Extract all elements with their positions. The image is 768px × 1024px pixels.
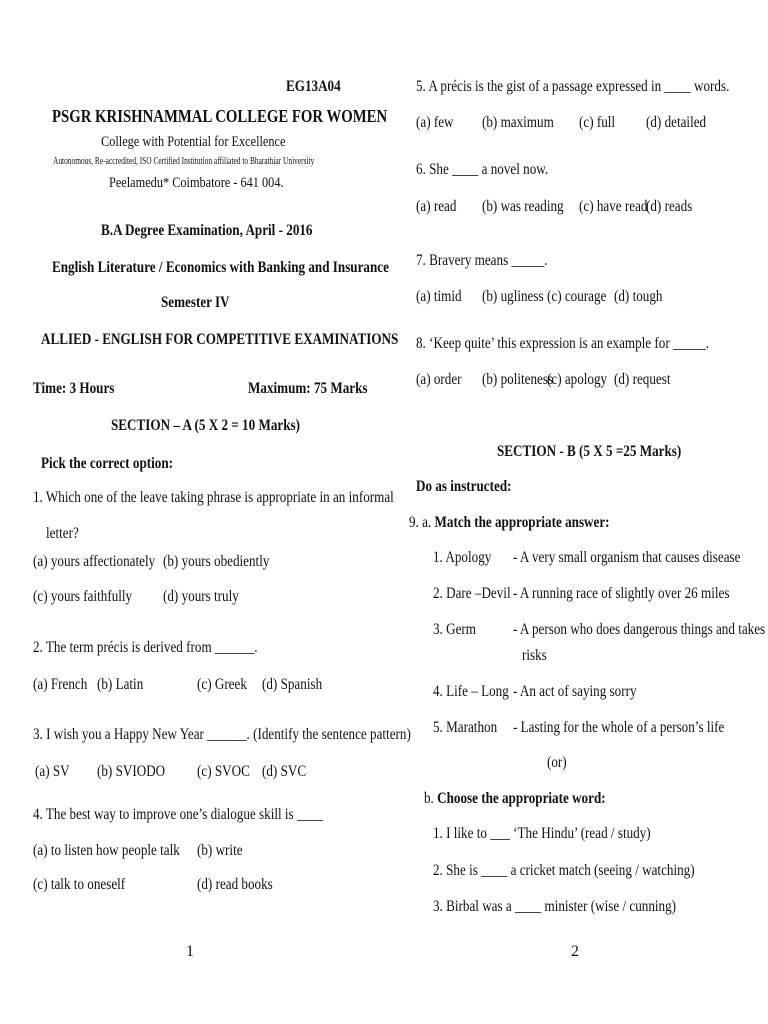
match-definition: - An act of saying sorry [513, 683, 637, 700]
option: (c) talk to oneself [33, 876, 126, 893]
option: (a) read [416, 198, 457, 215]
match-term: 5. Marathon [433, 719, 498, 736]
section-b-instruction: Do as instructed: [416, 478, 512, 495]
question-9b: b. Choose the appropriate word: [424, 790, 606, 807]
college-name: PSGR KRISHNAMMAL COLLEGE FOR WOMEN [52, 106, 388, 126]
question-1: 1. Which one of the leave taking phrase is appropriate in an informal [33, 489, 394, 506]
option: (d) reads [646, 198, 693, 215]
option: (c) yours faithfully [33, 588, 133, 605]
match-term: 4. Life – Long [433, 683, 509, 700]
question-6: 6. She ____ a novel now. [416, 161, 549, 178]
option: (d) SVC [262, 763, 307, 780]
option: (d) detailed [646, 114, 707, 131]
question-1-cont: letter? [46, 525, 79, 542]
question-3: 3. I wish you a Happy New Year ______. (Identify the sentence pattern) [33, 726, 411, 743]
option: (a) order [416, 371, 462, 388]
option: (a) yours affectionately [33, 553, 156, 570]
option: (a) few [416, 114, 454, 131]
section-b-heading: SECTION - B (5 X 5 =25 Marks) [497, 443, 682, 460]
match-term: 1. Apology [433, 549, 492, 566]
option: (b) Latin [97, 676, 144, 693]
max-marks: Maximum: 75 Marks [248, 380, 368, 397]
word-choice-item: 2. She is ____ a cricket match (seeing / watching) [433, 862, 695, 879]
paper-code: EG13A04 [286, 78, 341, 95]
or-separator: (or) [547, 754, 567, 771]
question-2: 2. The term précis is derived from ______. [33, 639, 258, 656]
match-term: 3. Germ [433, 621, 476, 638]
semester: Semester IV [161, 294, 230, 311]
match-definition: - A person who does dangerous things and takes [513, 621, 766, 638]
option: (a) timid [416, 288, 462, 305]
option: (d) Spanish [262, 676, 323, 693]
option: (a) to listen how people talk [33, 842, 180, 859]
option: (d) request [614, 371, 671, 388]
option: (c) have read [579, 198, 648, 215]
option: (b) yours obediently [163, 553, 270, 570]
question-5: 5. A précis is the gist of a passage expressed in ____ words. [416, 78, 730, 95]
word-choice-item: 1. I like to ___ ‘The Hindu’ (read / study) [433, 825, 651, 842]
page-number: 1 [186, 943, 194, 960]
option: (b) maximum [482, 114, 554, 131]
match-definition: - A running race of slightly over 26 miles [513, 585, 730, 602]
option: (c) Greek [197, 676, 247, 693]
course-title: English Literature / Economics with Banking and Insurance [52, 259, 389, 276]
page-number: 2 [571, 943, 579, 960]
option: (b) was reading [482, 198, 564, 215]
option: (d) tough [614, 288, 663, 305]
option: (b) ugliness [482, 288, 544, 305]
option: (a) French [33, 676, 88, 693]
college-address: Peelamedu* Coimbatore - 641 004. [109, 175, 284, 191]
college-affiliation: Autonomous, Re-accredited, ISO Certified Institution affiliated to Bharathiar University [53, 156, 315, 167]
question-7: 7. Bravery means _____. [416, 252, 548, 269]
section-a-instruction: Pick the correct option: [41, 455, 174, 472]
option: (c) apology [547, 371, 608, 388]
word-choice-item: 3. Birbal was a ____ minister (wise / cunning) [433, 898, 677, 915]
question-8: 8. ‘Keep quite’ this expression is an example for _____. [416, 335, 710, 352]
match-definition-cont: risks [522, 647, 547, 664]
section-a-heading: SECTION – A (5 X 2 = 10 Marks) [111, 417, 300, 434]
match-definition: - A very small organism that causes disease [513, 549, 741, 566]
option: (d) read books [197, 876, 273, 893]
option: (a) SV [35, 763, 70, 780]
option: (c) full [579, 114, 616, 131]
option: (c) SVOC [197, 763, 250, 780]
match-definition: - Lasting for the whole of a person’s life [513, 719, 725, 736]
paper-title: ALLIED - ENGLISH FOR COMPETITIVE EXAMINATIONS [41, 331, 399, 348]
college-tagline: College with Potential for Excellence [101, 134, 286, 150]
match-term: 2. Dare –Devil [433, 585, 511, 602]
option: (b) write [197, 842, 243, 859]
exam-title: B.A Degree Examination, April - 2016 [101, 222, 313, 239]
option: (b) politeness [482, 371, 554, 388]
option: (c) courage [547, 288, 607, 305]
question-4: 4. The best way to improve one’s dialogue skill is ____ [33, 806, 324, 823]
exam-time: Time: 3 Hours [33, 380, 115, 397]
option: (b) SVIODO [97, 763, 166, 780]
question-9a: 9. a. Match the appropriate answer: [409, 514, 610, 531]
option: (d) yours truly [163, 588, 239, 605]
